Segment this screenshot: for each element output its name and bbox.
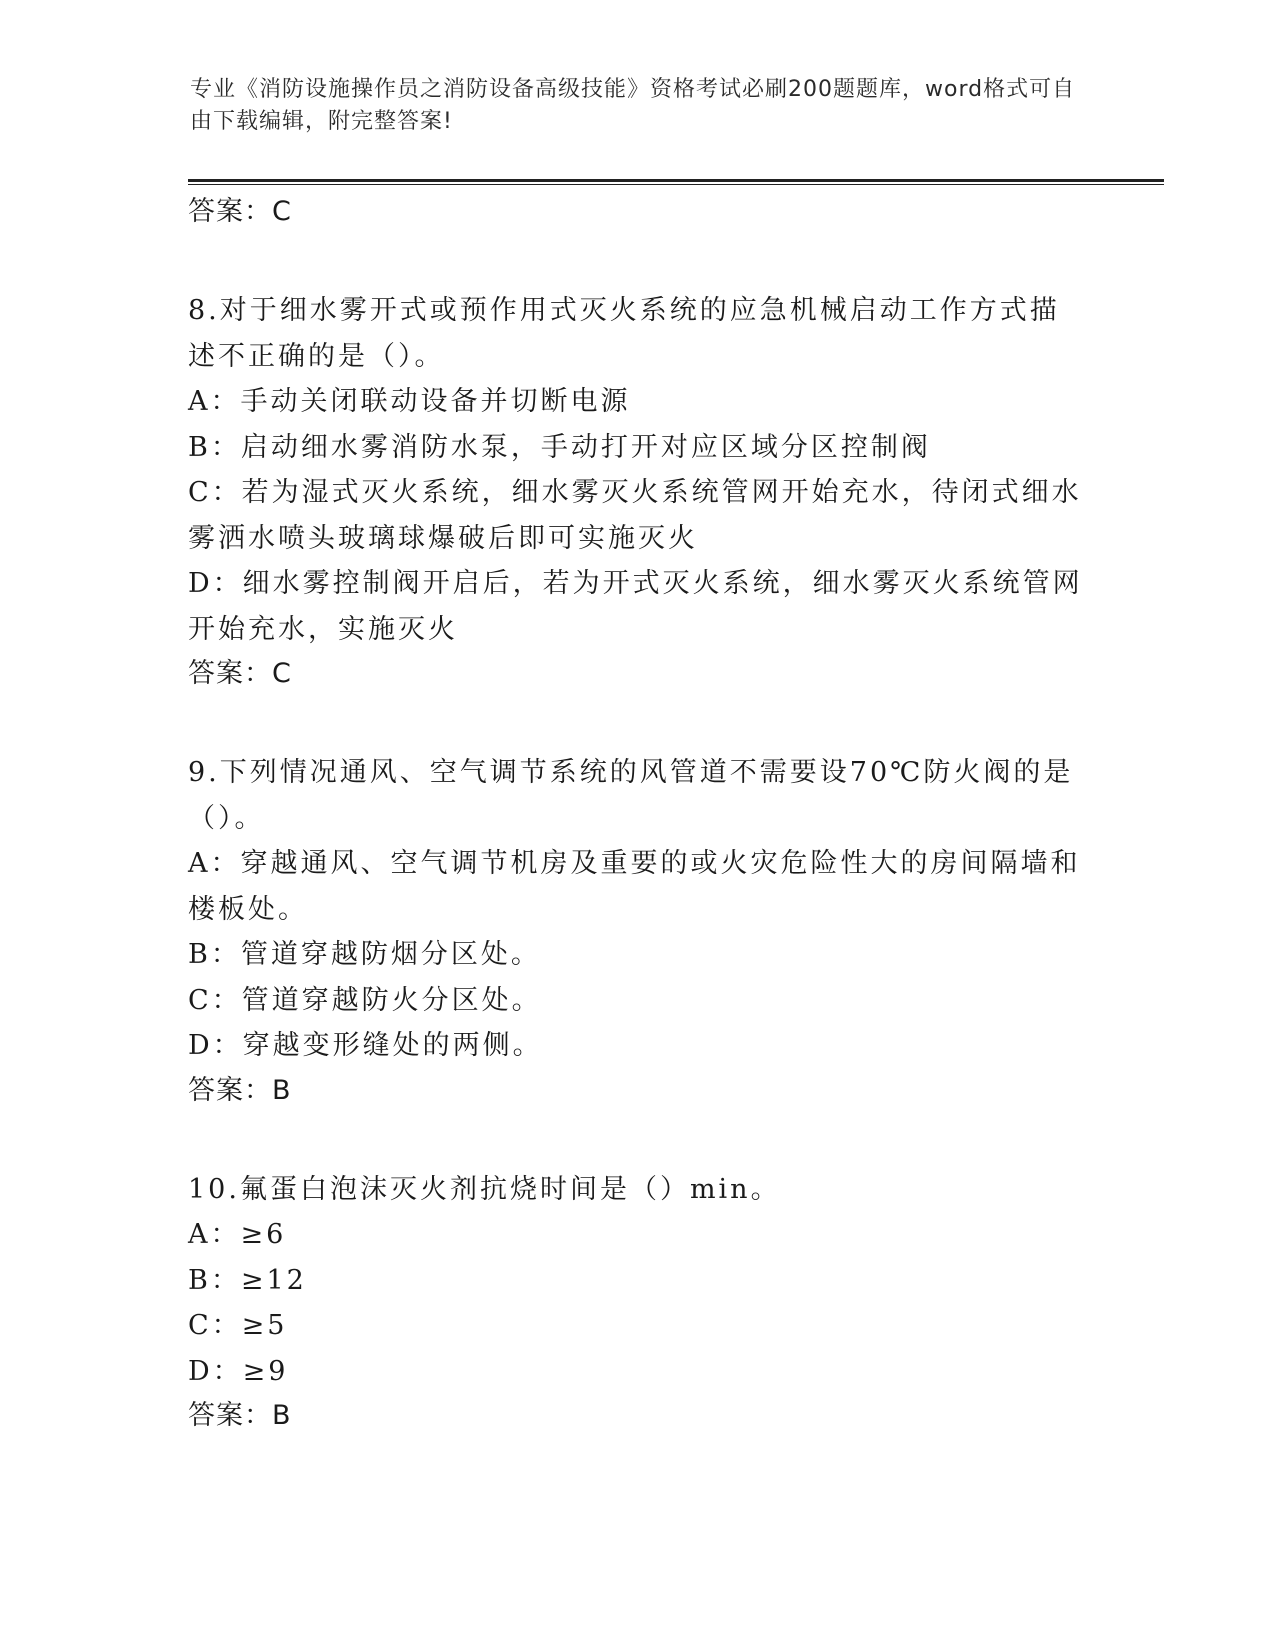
question-block — [188, 750, 1088, 1113]
question-text: 8.对于细水雾开式或预作用式灭火系统的应急机械启动工作方式描述不正确的是（）。 — [188, 295, 1060, 372]
page-header: 专业《消防设施操作员之消防设备高级技能》资格考试必刷200题题库，word格式可自由下载编辑，附完整答案! — [190, 77, 1076, 134]
option-d: D：细水雾控制阀开启后，若为开式灭火系统，细水雾灭火系统管网开始充水，实施灭火 — [188, 568, 1083, 645]
option-d: D：穿越变形缝处的两侧。 — [188, 1030, 543, 1061]
spacer — [188, 696, 1088, 750]
option-c: C：≥5 — [188, 1310, 288, 1341]
spacer — [188, 234, 1088, 288]
question-block — [188, 288, 1088, 696]
option-c: C：管道穿越防火分区处。 — [188, 984, 542, 1016]
option-d: D：≥9 — [188, 1355, 289, 1387]
option-b: B：≥12 — [188, 1264, 307, 1296]
option-a: A：穿越通风、空气调节机房及重要的或火灾危险性大的房间隔墙和楼板处。 — [188, 848, 1081, 925]
previous-answer: 答案：C — [188, 196, 292, 227]
question-content — [188, 190, 1088, 1438]
spacer — [188, 1113, 1088, 1167]
option-a: A：≥6 — [188, 1219, 287, 1250]
header-rule-thick — [188, 179, 1164, 182]
question-text: 10.氟蛋白泡沫灭火剂抗烧时间是（）min。 — [188, 1173, 781, 1205]
header-rule-thin — [188, 184, 1164, 185]
answer: 答案：B — [188, 1400, 292, 1431]
answer: 答案：C — [188, 658, 292, 689]
option-a: A：手动关闭联动设备并切断电源 — [188, 386, 631, 417]
option-b: B：管道穿越防烟分区处。 — [188, 939, 541, 970]
option-b: B：启动细水雾消防水泵，手动打开对应区域分区控制阀 — [188, 431, 931, 463]
option-c: C：若为湿式灭火系统，细水雾灭火系统管网开始充水，待闭式细水雾洒水喷头玻璃球爆破后即可实施灭火 — [188, 477, 1082, 554]
answer: 答案：B — [188, 1074, 292, 1106]
question-block — [188, 1167, 1088, 1439]
question-text: 9.下列情况通风、空气调节系统的风管道不需要设70℃防火阀的是（）。 — [188, 757, 1074, 834]
